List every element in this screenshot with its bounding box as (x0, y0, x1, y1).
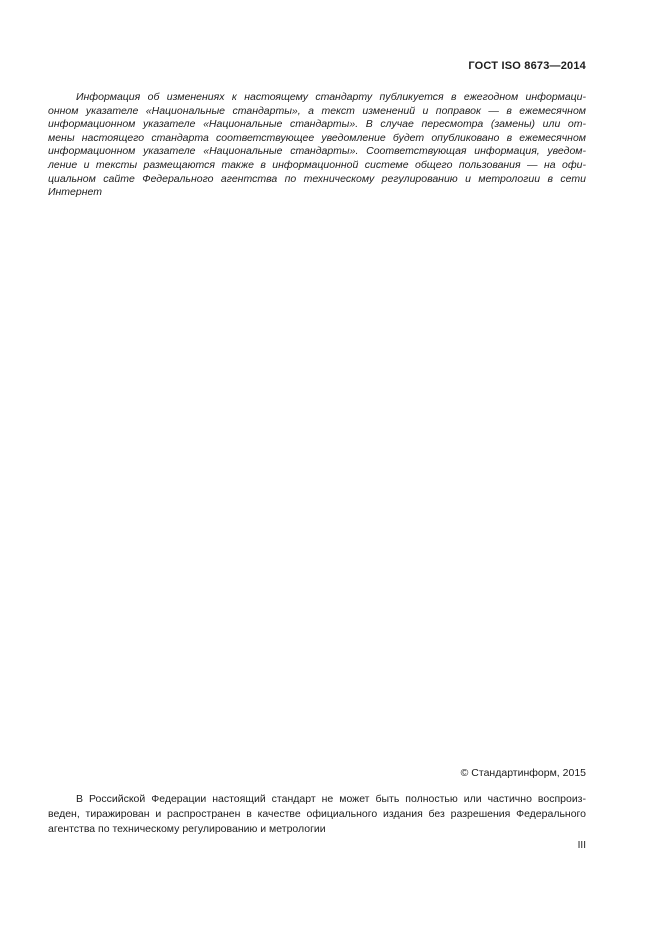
text-line: В Российской Федерации настоящий стандарт не может быть полностью или частично воспроиз- (76, 793, 586, 805)
text-line: веден, тиражирован и распространен в качестве официального издания без разрешения Федерального (48, 808, 586, 820)
text-line: информационном указателе «Национальные стандарты». Соответствующая информация, уведом- (48, 145, 586, 158)
copyright-line: © Стандартинформ, 2015 (460, 767, 586, 779)
text-line: агентства по техническому регулированию и метрологии (48, 823, 326, 835)
text-line: Интернет (48, 186, 102, 199)
page-header (48, 60, 586, 72)
page-number: III (577, 840, 586, 851)
text-line: информационном указателе «Национальные стандарты». В случае пересмотра (замены) или от- (48, 118, 586, 131)
standard-code: ГОСТ ISO 8673—2014 (468, 60, 586, 72)
reproduction-restriction-paragraph (48, 792, 586, 837)
text-line: Информация об изменениях к настоящему стандарту публикуется в ежегодном информаци- (76, 91, 586, 103)
text-line: ление и тексты размещаются также в информационной системе общего пользования — на офи- (48, 158, 586, 171)
text-line: онном указателе «Национальные стандарты», а текст изменений и поправок — в ежемесячном (48, 104, 586, 117)
text-line: мены настоящего стандарта соответствующее уведомление будет опубликовано в ежемесячном (48, 131, 586, 144)
amendments-notice-paragraph (48, 91, 586, 200)
text-line: циальном сайте Федерального агентства по техническому регулированию и метрологии в сети (48, 172, 586, 185)
